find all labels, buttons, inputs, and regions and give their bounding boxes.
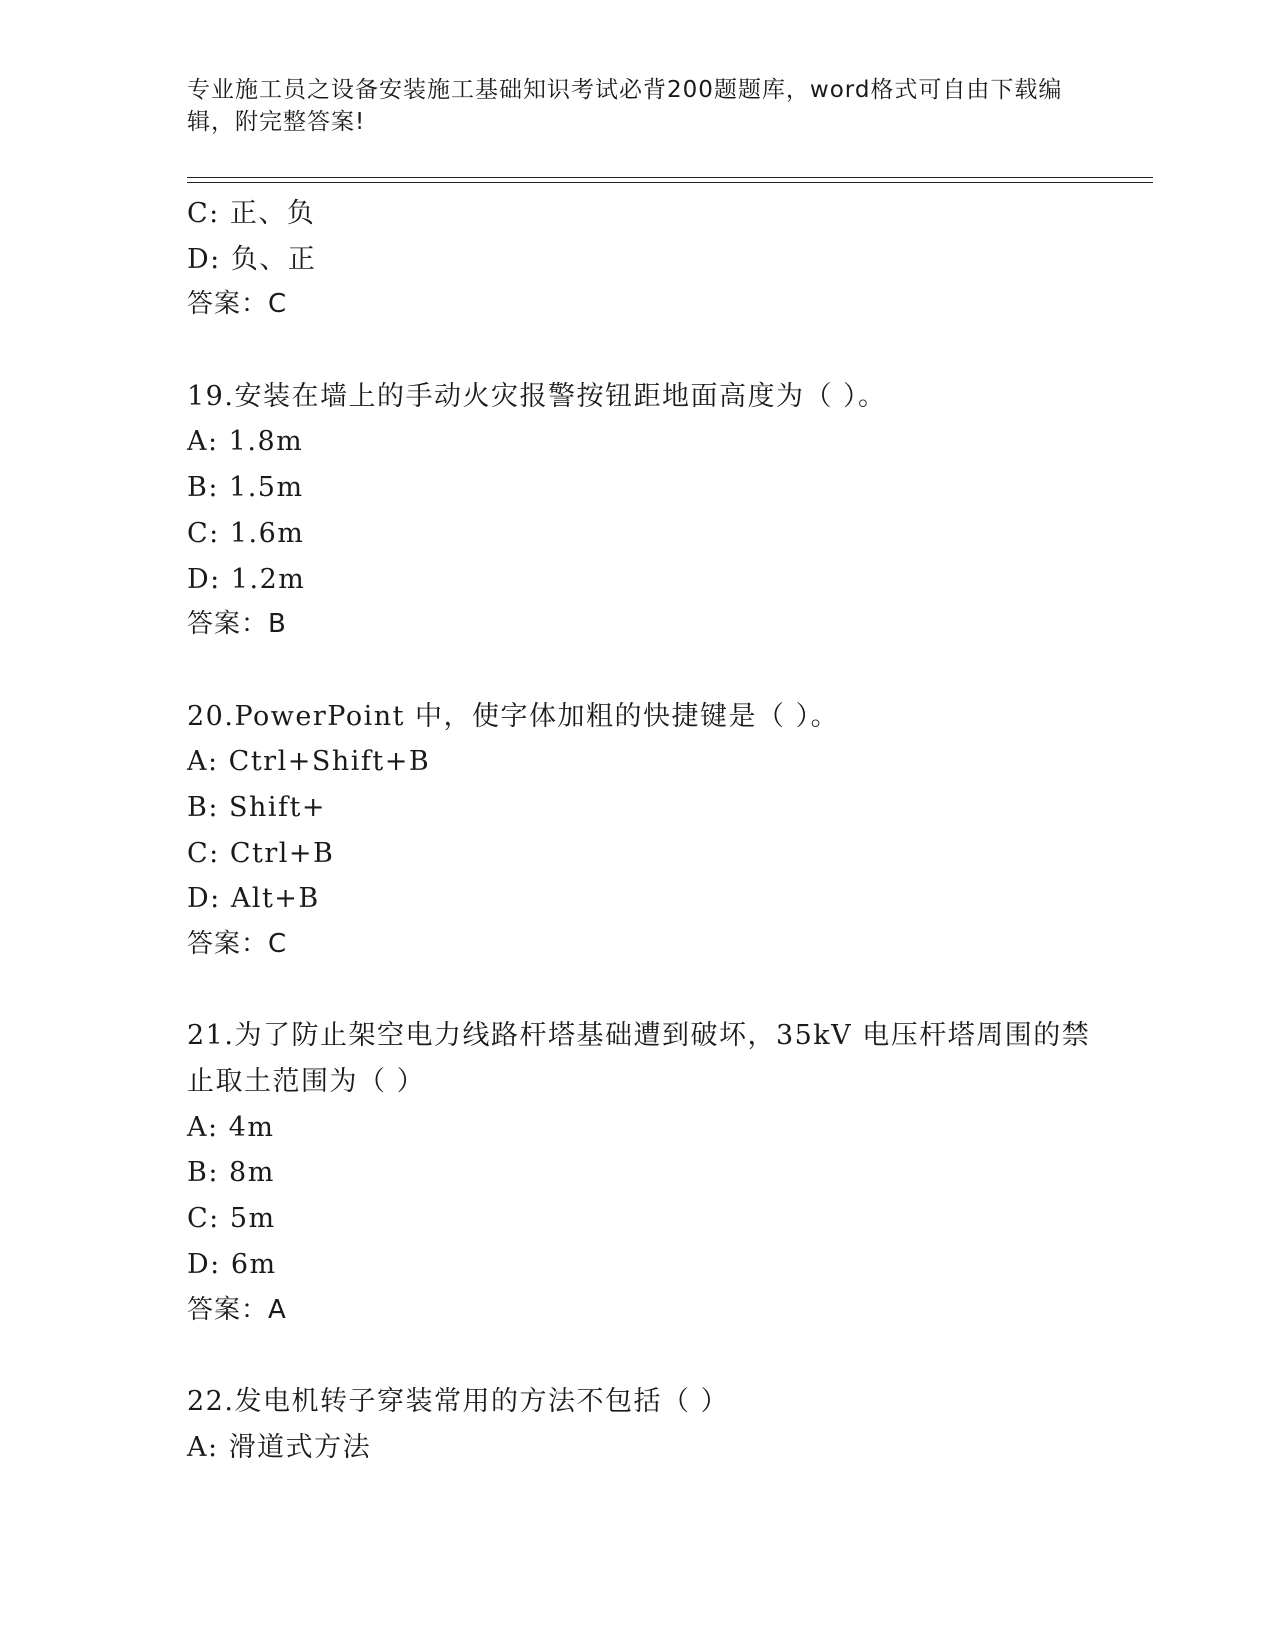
option-a: A: 滑道式方法 — [187, 1431, 372, 1463]
option-a: A: Ctrl+Shift+B — [187, 746, 431, 778]
option-b: B: 8m — [187, 1157, 275, 1189]
question-stem-21-line2: 止取土范围为（ ） — [187, 1066, 426, 1098]
question-stem-20: 20.PowerPoint 中，使字体加粗的快捷键是（ ）。 — [187, 700, 840, 732]
option-d: D: 1.2m — [187, 563, 306, 595]
spacer — [187, 1333, 1087, 1379]
option-a: A: 4m — [187, 1111, 275, 1143]
question-stem-22: 22.发电机转子穿装常用的方法不包括（ ） — [187, 1385, 730, 1417]
answer-label: 答案：C — [187, 929, 288, 959]
spacer — [187, 648, 1087, 694]
question-stem-19: 19.安装在墙上的手动火灾报警按钮距地面高度为（ ）。 — [187, 380, 887, 412]
question-stem-21-line1: 21.为了防止架空电力线路杆塔基础遭到破坏，35kV 电压杆塔周围的禁 — [187, 1020, 1091, 1052]
option-c: C: 正、负 — [187, 198, 316, 229]
spacer — [187, 328, 1087, 374]
option-b: B: Shift+ — [187, 791, 327, 823]
option-a: A: 1.8m — [187, 426, 304, 458]
option-d: D: 负、正 — [187, 243, 317, 275]
option-b: B: 1.5m — [187, 472, 304, 504]
header-rule-bottom — [187, 182, 1153, 183]
spacer — [187, 968, 1087, 1014]
question-list — [187, 191, 1091, 1470]
answer-label: 答案：B — [187, 609, 287, 640]
header-rule-top — [187, 177, 1153, 178]
option-c: C: 1.6m — [187, 517, 305, 549]
document-header: 专业施工员之设备安装施工基础知识考试必背200题题库，word格式可自由下载编辑，附完整答案! — [187, 77, 1063, 135]
option-c: C: 5m — [187, 1203, 276, 1235]
option-d: D: 6m — [187, 1248, 277, 1280]
option-d: D: Alt+B — [187, 883, 320, 915]
answer-label: 答案：C — [187, 289, 288, 320]
option-c: C: Ctrl+B — [187, 837, 335, 869]
answer-label: 答案：A — [187, 1294, 287, 1325]
